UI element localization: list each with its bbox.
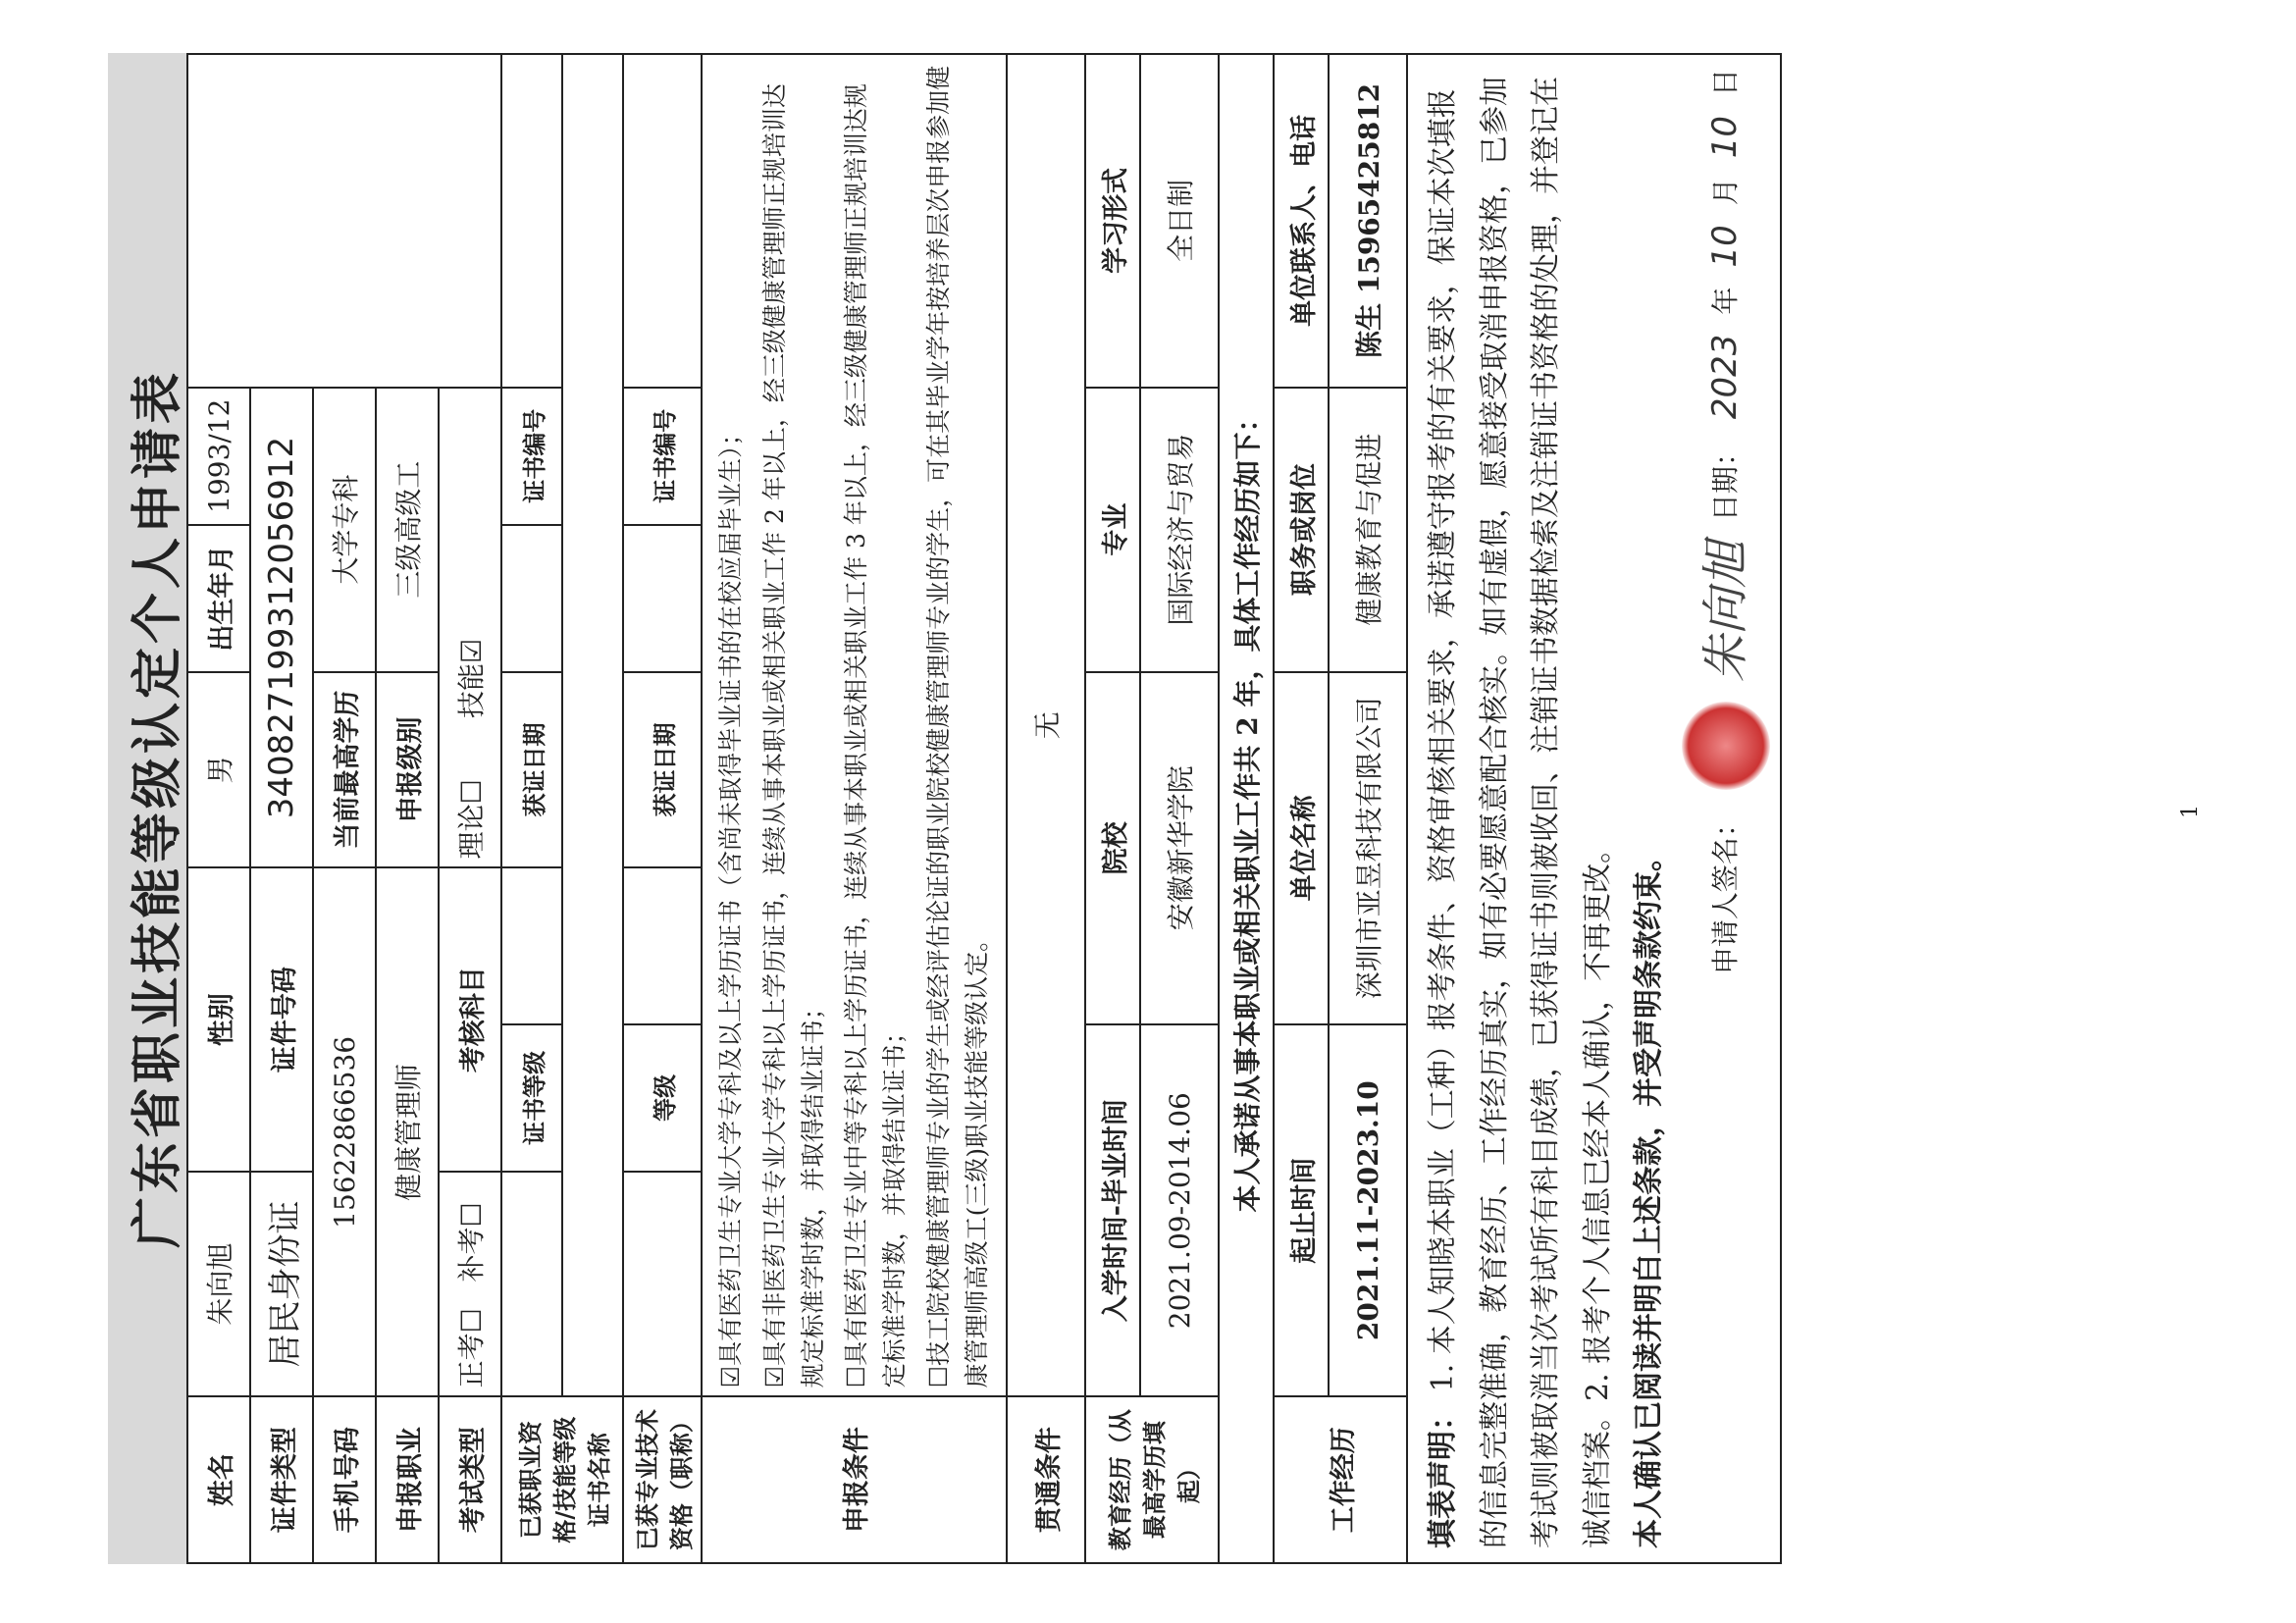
- value-cert-level: [501, 867, 562, 1024]
- label-cert1: 已获职业资格/技能等级证书名称: [501, 1396, 623, 1563]
- cert1-extra-row: [562, 54, 623, 1396]
- value-work-employer: 深圳市亚昱科技有限公司: [1329, 672, 1407, 1024]
- fingerprint-stamp: [1682, 702, 1770, 790]
- condition-item[interactable]: ☑具有非医药卫生专业大学专科以上学历证书，连续从事本职业或相关职业工作 2 年以上，经三级健康管理师正规培训达规定标准学时数，并取得结业证书；: [759, 83, 827, 1388]
- condition-item[interactable]: ☑具有医药卫生专业大学专科及以上学历证书（含尚未取得毕业证书的在校应届毕业生）；: [716, 421, 745, 1388]
- date-day-unit: 日: [1709, 69, 1743, 97]
- label-gender: 性别: [187, 867, 250, 1171]
- label-level: 申报级别: [376, 672, 439, 868]
- value-name: 朱向旭: [187, 1172, 250, 1397]
- applicant-signature: 朱向旭: [1697, 541, 1753, 683]
- value-work-position: 健康教育与促进: [1329, 388, 1407, 672]
- header-position: 职务或岗位: [1274, 388, 1329, 672]
- date-month: 10: [1705, 225, 1745, 268]
- label-link-cond: 贯通条件: [1007, 1396, 1085, 1563]
- value-id-no: 340827199312056912: [250, 388, 313, 868]
- value-cert2-level: [623, 867, 702, 1024]
- condition-item[interactable]: ☐具有医药卫生专业中等专科以上学历证书，连续从事本职业或相关职业工作 3 年以上，经三级健康管理师正规培训达规定标准学时数，并取得结业证书；: [842, 83, 909, 1388]
- work-commitment: 本人承诺从事本职业或相关职业工作共 2 年，具体工作经历如下：: [1219, 54, 1274, 1563]
- exam-makeup-checkbox[interactable]: 补考☐: [455, 1202, 488, 1283]
- label-id-no: 证件号码: [250, 867, 313, 1171]
- value-work-contact: 陈生 15965425812: [1329, 54, 1407, 388]
- header-contact: 单位联系人、电话: [1274, 54, 1329, 388]
- date-month-unit: 月: [1709, 178, 1743, 206]
- label-work-history: 工作经历: [1274, 1396, 1407, 1563]
- conditions-cell: [702, 54, 1007, 1396]
- label-exam-type: 考试类型: [439, 1396, 501, 1563]
- value-edu-major: 国际经济与贸易: [1140, 388, 1219, 672]
- exam-skill-checkbox[interactable]: 技能☑: [455, 638, 488, 719]
- value-work-period: 2021.11-2023.10: [1329, 1024, 1407, 1396]
- label-conditions: 申报条件: [702, 1396, 1007, 1563]
- declaration-confirm: 本人确认已阅读并明白上述条款，并受声明条款约束。: [1632, 842, 1667, 1548]
- label-level-only: 等级: [623, 1024, 702, 1172]
- label-edu-history: 教育经历（从最高学历填起）: [1085, 1396, 1219, 1563]
- label-phone: 手机号码: [313, 1396, 376, 1563]
- condition-item[interactable]: ☐技工院校健康管理师专业的学生或经评估论证的职业院校健康管理师专业的学生，可在其毕业学年按培养层次申报参加健康管理师高级工(三级)职业技能等级认定。: [923, 65, 991, 1388]
- date-year-unit: 年: [1709, 287, 1743, 315]
- header-employer: 单位名称: [1274, 672, 1329, 1024]
- label-id-type: 证件类型: [250, 1396, 313, 1563]
- value-education: 大学专科: [313, 388, 376, 672]
- exam-type-options: [439, 1172, 501, 1397]
- label-cert-no: 证书编号: [501, 388, 562, 525]
- value-cert1: [501, 1172, 562, 1397]
- date-day: 10: [1705, 116, 1745, 159]
- value-id-type: 居民身份证: [250, 1172, 313, 1397]
- exam-theory-checkbox[interactable]: 理论☐: [455, 779, 488, 860]
- label-exam-subject: 考核科目: [439, 867, 501, 1171]
- exam-regular-checkbox[interactable]: 正考☐: [455, 1308, 488, 1388]
- header-study-mode: 学习形式: [1085, 54, 1140, 388]
- declaration-text: 1. 本人知晓本职业（工种）报考条件、资格审核相关要求，承诺遵守报考的有关要求，保证本次填报的信息完整准确，教育经历、工作经历真实，如有必要愿意配合核实。如有虚假，愿意接受取消申报资格，已参加考试则被取消当次考试所有科目成绩，已获得证书则被收回、注销证书数据检索及注销证书资格的处理，并登记在诚信档案。2. 报考个人信息已经本人确认，不再更改。: [1426, 77, 1615, 1548]
- value-gender: 男: [187, 672, 250, 868]
- value-cert2: [623, 1172, 702, 1397]
- header-major: 专业: [1085, 388, 1140, 672]
- exam-subject-options: [439, 388, 501, 868]
- value-edu-mode: 全日制: [1140, 54, 1219, 388]
- value-level: 三级高级工: [376, 388, 439, 672]
- application-form-table: [186, 53, 1782, 1564]
- label-birth: 出生年月: [187, 525, 250, 672]
- date-label: 日期：: [1709, 439, 1743, 522]
- label-cert-level: 证书等级: [501, 1024, 562, 1172]
- header-school: 院校: [1085, 672, 1140, 1024]
- sign-label: 申请人签名：: [1709, 810, 1743, 975]
- declaration-heading: 填表声明：: [1426, 1401, 1461, 1548]
- value-cert2-date: [623, 525, 702, 672]
- label-profession: 申报职业: [376, 1396, 439, 1563]
- header-edu-period: 入学时间-毕业时间: [1085, 1024, 1140, 1396]
- value-edu-period: 2021.09-2014.06: [1140, 1024, 1219, 1396]
- value-phone: 15622866536: [313, 867, 376, 1396]
- value-cert-date: [501, 525, 562, 672]
- value-cert2-no: [623, 54, 702, 388]
- label-cert2: 已获专业技术资格（职称）: [623, 1396, 702, 1563]
- value-edu-school: 安徽新华学院: [1140, 672, 1219, 1024]
- label-cert2-no: 证书编号: [623, 388, 702, 525]
- label-education: 当前最高学历: [313, 672, 376, 868]
- header-work-period: 起止时间: [1274, 1024, 1329, 1396]
- declaration-cell: [1407, 54, 1781, 1563]
- page-number: 1: [2178, 805, 2203, 818]
- label-cert-date: 获证日期: [501, 672, 562, 868]
- label-cert2-date: 获证日期: [623, 672, 702, 868]
- photo-cell: [187, 54, 501, 388]
- value-link-cond: 无: [1007, 54, 1085, 1396]
- label-name: 姓名: [187, 1396, 250, 1563]
- signature-row: [1682, 69, 1770, 1548]
- value-birth: 1993/12: [187, 388, 250, 525]
- value-cert-no: [501, 54, 562, 388]
- value-profession: 健康管理师: [376, 867, 439, 1396]
- form-title: 广东省职业技能等级认定个人申请表: [128, 369, 187, 1249]
- date-year: 2023: [1705, 334, 1745, 420]
